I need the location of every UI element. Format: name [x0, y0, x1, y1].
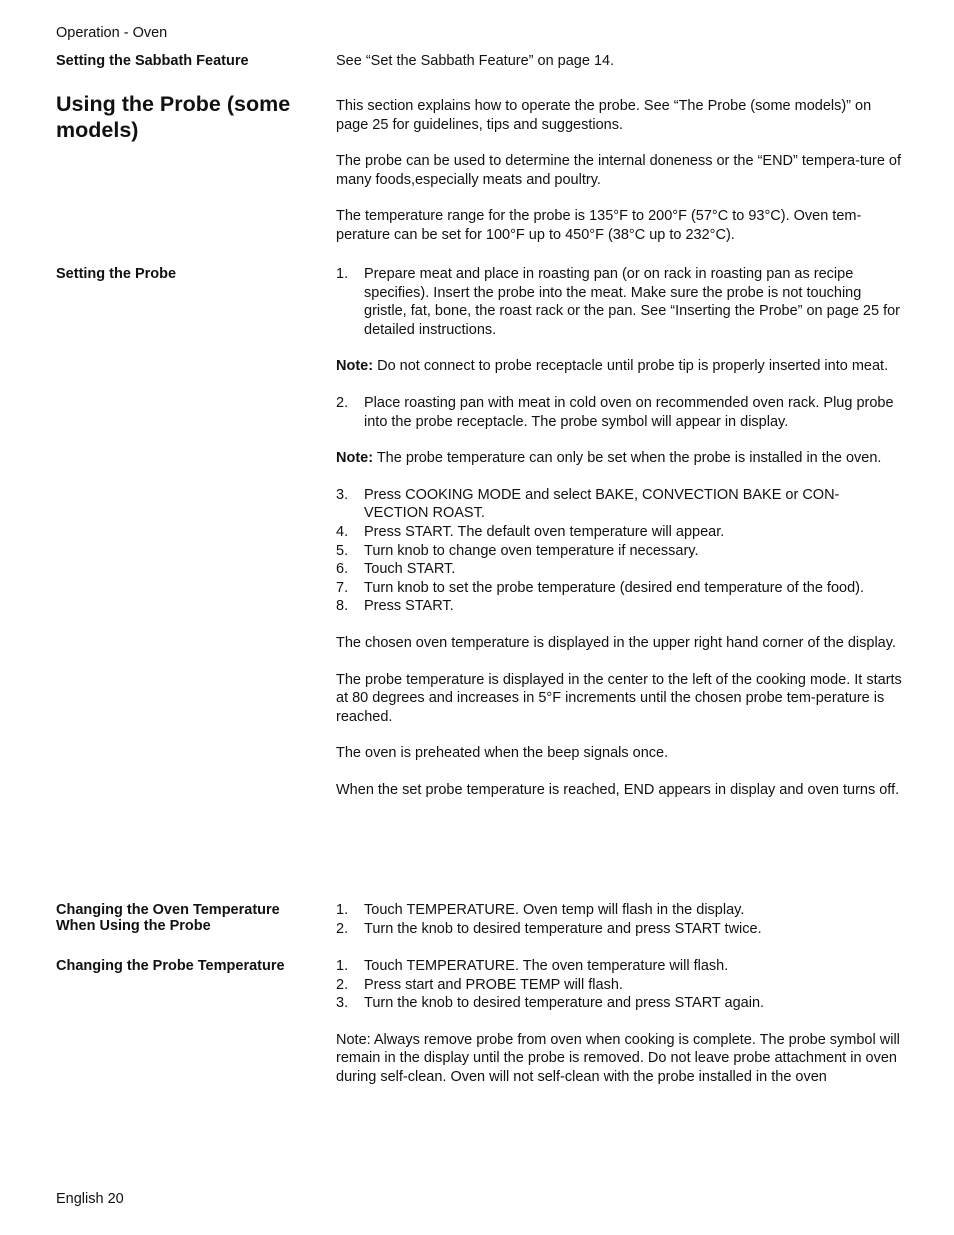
list-item: 1. Touch TEMPERATURE. The oven temperature will flash. — [336, 958, 729, 974]
sabbath-heading: Setting the Sabbath Feature — [56, 53, 249, 69]
list-item: 8. Press START. — [336, 598, 454, 615]
probe-intro — [336, 97, 902, 245]
change-oven-content — [336, 901, 902, 938]
list-item: 1. Prepare meat and place in roasting pan (or on rack in roasting pan as recipe specifies). Insert the probe into the meat. Make sure the probe is not touching gristle, fat, bone, the roast rack or the pan. See “Inserting the Probe” on page 25 for detailed instructions. — [336, 266, 901, 338]
change-probe-steps — [336, 957, 902, 1013]
list-item: 2. Place roasting pan with meat in cold oven on recommended oven rack. Plug probe into the probe receptacle. The probe symbol will appear in display. — [336, 394, 894, 430]
remove-probe-note: Note: Always remove probe from oven when cooking is complete. The probe symbol will remain in the display until the probe is removed. Do not leave probe attachment in oven during self-clean. Oven will not self-clean with the probe installed in the oven — [336, 1031, 900, 1085]
change-probe-content — [336, 957, 902, 1087]
probe-paragraph-1: This section explains how to operate the probe. See “The Probe (some models)” on page 25 for guidelines, tips and suggestions. — [336, 98, 872, 133]
setting-probe-heading: Setting the Probe — [56, 266, 177, 282]
paragraph-display-temp: The chosen oven temperature is displayed in the upper right hand corner of the display. — [336, 634, 896, 651]
setting-steps-c — [336, 486, 902, 616]
setting-steps-b — [336, 394, 902, 431]
setting-probe-content — [336, 265, 902, 799]
list-item: 7. Turn knob to set the probe temperature (desired end temperature of the food). — [336, 579, 865, 596]
list-item: 2. Press start and PROBE TEMP will flash. — [336, 976, 623, 993]
probe-section-title: Using the Probe (some models) — [56, 92, 291, 142]
sabbath-text: See “Set the Sabbath Feature” on page 14. — [336, 53, 615, 69]
paragraph-probe-temp: The probe temperature is displayed in the center to the left of the cooking mode. It starts at 80 degrees and increases in 5°F increments until the chosen probe tem-perature is reached. — [336, 671, 902, 725]
list-item: 4. Press START. The default oven temperature will appear. — [336, 523, 725, 540]
change-probe-heading: Changing the Probe Temperature — [56, 958, 285, 974]
change-oven-steps — [336, 901, 902, 938]
page-footer: English 20 — [56, 1191, 124, 1207]
paragraph-preheat: The oven is preheated when the beep signals once. — [336, 745, 669, 762]
list-item: 6. Touch START. — [336, 561, 456, 578]
probe-paragraph-2: The probe can be used to determine the internal doneness or the “END” tempera-ture of many foods,especially meats and poultry. — [336, 153, 902, 188]
list-item: 2. Turn the knob to desired temperature and press START twice. — [336, 920, 762, 937]
setting-steps-a — [336, 265, 902, 339]
note-1: Note: Do not connect to probe receptacle until probe tip is properly inserted into meat. — [336, 358, 889, 375]
list-item: 3. Turn the knob to desired temperature and press START again. — [336, 995, 765, 1012]
list-item: 5. Turn knob to change oven temperature if necessary. — [336, 542, 699, 559]
probe-paragraph-3: The temperature range for the probe is 135°F to 200°F (57°C to 93°C). Oven tem-perature can be set for 100°F up to 450°F (38°C up to 232°C). — [336, 208, 862, 243]
list-item: 3. Press COOKING MODE and select BAKE, CONVECTION BAKE or CON-VECTION ROAST. — [336, 486, 840, 522]
page-header: Operation - Oven — [56, 25, 168, 41]
list-item: 1. Touch TEMPERATURE. Oven temp will flash in the display. — [336, 902, 745, 918]
note-2: Note: The probe temperature can only be set when the probe is installed in the oven. — [336, 450, 882, 467]
change-oven-heading: Changing the Oven Temperature When Using the Probe — [56, 902, 280, 934]
paragraph-end: When the set probe temperature is reached, END appears in display and oven turns off. — [336, 781, 900, 798]
